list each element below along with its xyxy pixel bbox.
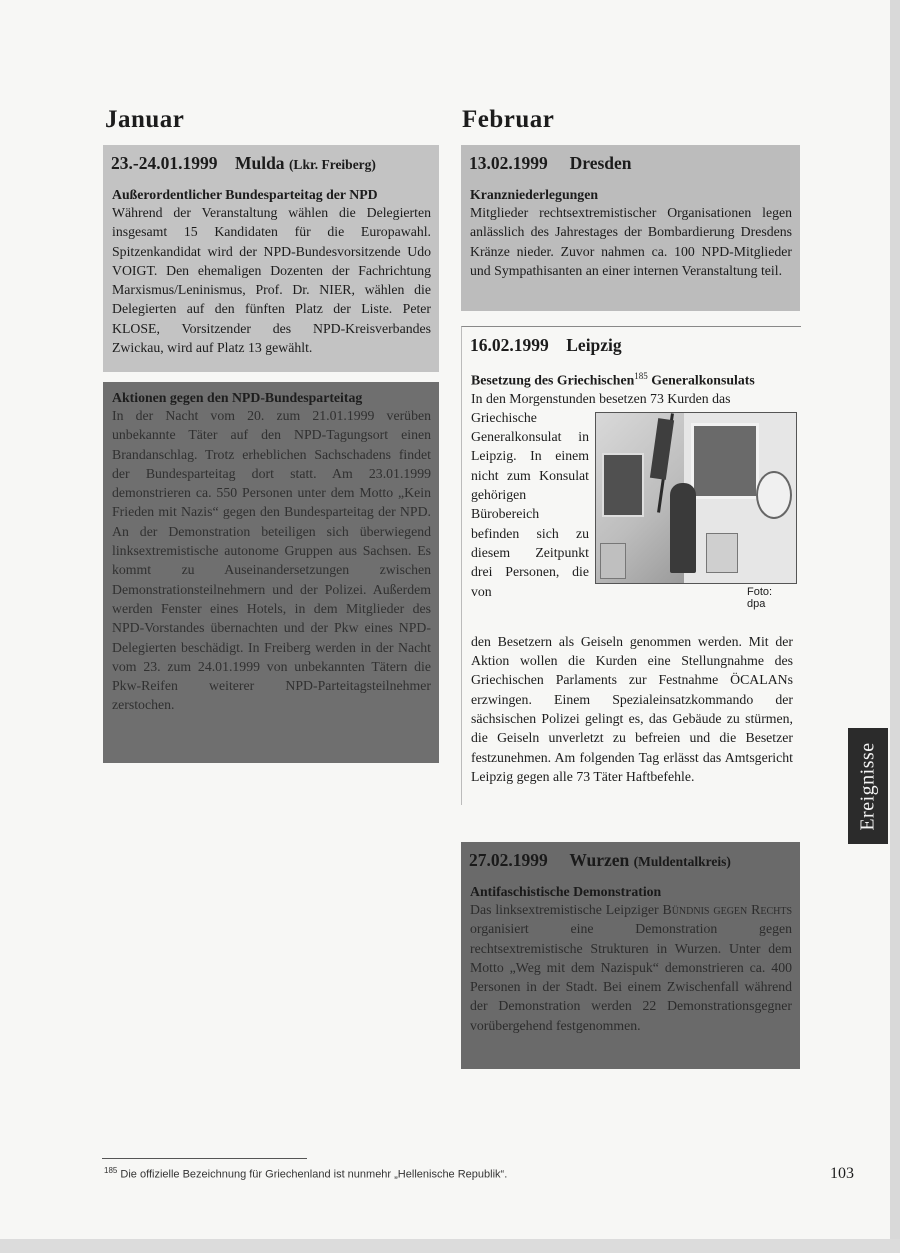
event-box-aktionen — [103, 382, 439, 763]
event-header — [461, 842, 800, 872]
event-box-dresden — [461, 145, 800, 311]
event-title: Außerordentlicher Bundesparteitag der NPD — [112, 187, 378, 202]
event-text: In der Nacht vom 20. zum 21.01.1999 verüben unbekannte Täter auf den NPD-Tagungsort einen Brandanschlag. Trotz erheblichen Sachschadens findet der Bundesparteitag dort statt. Am 23.01.1999 demonstrieren ca. 550 Personen unter dem Motto „Kein Frieden mit Nazis“ gegen den Bundesparteitag der NPD. An der Demonstration beteiligen sich überwiegend linksextremistische autonome Gruppen aus Sachsen. Es kommt zu Auseinandersetzungen zwischen Demonstrationsteilnehmern und der Polizei. Außerdem werden Fenster eines Hotels, in dem Mitglieder des NPD-Vorstandes übernachten und der Pkw eines NPD-Delegierten beschädigt. In Freiberg werden in der Nacht vom 23. zum 24.01.1999 von unbekannten Tätern die Pkw-Reifen weiterer NPD-Parteitagsteilnehmer zerstochen. — [112, 408, 431, 713]
event-date: 16.02.1999 — [470, 335, 549, 355]
event-title: Antifaschistische Demonstration — [470, 884, 662, 899]
event-text: Mitglieder rechtsextremistischer Organisationen legen anlässlich des Jahrestages der Bombardierung Dresdens Kränze nieder. Zuvor nahmen ca. 100 NPD-Mitglieder und Sympathisanten an einer internen Veranstaltung teil. — [470, 205, 792, 278]
footnote — [104, 1166, 507, 1181]
event-text: den Besetzern als Geiseln genommen werden. Mit der Aktion wollen die Kurden eine Stellungnahme des Griechischen Parlaments zur Festnahme ÖCALANs erzwingen. Einem Spezialeinsatzkommando der sächsischen Polizei gelingt es, das Gebäude zu stürmen, die Geiseln unverletzt zu befreien und die Besetzer festzunehmen. Am folgenden Tag erlässt das Amtsgericht Leipzig gegen alle 73 Täter Haftbefehle. — [471, 633, 793, 784]
event-title: Aktionen gegen den NPD-Bundesparteitag — [112, 390, 363, 405]
footnote-ref[interactable]: 185 — [634, 371, 648, 381]
event-location-detail: (Lkr. Freiberg) — [288, 157, 376, 172]
event-box-leipzig — [461, 326, 801, 805]
event-location: Leipzig — [566, 335, 622, 355]
event-location-detail: (Muldentalkreis) — [633, 854, 731, 869]
event-location: Mulda — [234, 153, 285, 173]
event-title-part1: Besetzung des Griechischen — [471, 372, 635, 388]
event-text-part1: Das linksextremistische Leipziger — [470, 902, 659, 917]
footnote-divider — [102, 1158, 307, 1159]
event-text — [470, 900, 792, 1035]
event-header — [462, 327, 801, 357]
page-number: 103 — [830, 1165, 854, 1182]
alliance-name: Bündnis gegen Rechts — [662, 902, 793, 917]
event-box-wurzen — [461, 842, 800, 1069]
month-heading-februar: Februar — [462, 106, 555, 133]
event-location: Wurzen — [569, 850, 630, 870]
event-title: Kranzniederlegungen — [470, 187, 598, 202]
event-location: Dresden — [569, 153, 632, 173]
month-heading-januar: Januar — [105, 106, 185, 133]
event-intro-line: In den Morgenstunden besetzen 73 Kurden das — [471, 390, 731, 406]
event-text: Während der Veranstaltung wählen die Delegierten insgesamt 15 Kandidaten für die Europawahl. Spitzenkandidat wird der NPD-Bundesvorsitzende Udo VOIGT. Den ehemaligen Dozenten der Fachrichtung Marxismus/Leninismus, Prof. Dr. NIER, wählen die Delegierten auf den fünften Platz der Liste. Peter KLOSE, Vorsitzender des NPD-Kreisverbandes Zwickau, wird auf Platz 13 gewählt. — [112, 205, 431, 356]
news-photo — [595, 412, 797, 584]
footnote-text: Die offizielle Bezeichnung für Griechenland ist nunmehr „Hellenische Republik“. — [120, 1168, 508, 1181]
event-title-part2: Generalkonsulats — [651, 372, 755, 388]
page-edge-right — [890, 0, 900, 1253]
event-title — [471, 371, 793, 389]
event-date: 27.02.1999 — [469, 850, 548, 870]
page-edge-bottom — [0, 1239, 900, 1253]
event-box-mulda — [103, 145, 439, 372]
photo-text-block — [471, 408, 793, 632]
photo-credit: Foto: dpa — [747, 585, 773, 610]
event-date: 23.-24.01.1999 — [111, 153, 218, 173]
section-tab-ereignisse[interactable] — [848, 728, 888, 844]
section-tab-label: Ereignisse — [856, 741, 879, 831]
event-header — [103, 145, 439, 175]
event-header — [461, 145, 800, 175]
event-date: 13.02.1999 — [469, 153, 548, 173]
footnote-number: 185 — [104, 1166, 118, 1175]
event-narrow-text: Griechische Generalkonsulat in Leipzig. In einem nicht zum Konsulat gehörigen Bürobereich befinden sich zu diesem Zeitpunkt drei Personen, die von — [471, 409, 589, 599]
event-text-part2: organisiert eine Demonstration gegen rechtsextremistische Strukturen in Wurzen. Unter dem Motto „Weg mit dem Nazispuk“ demonstrieren ca. 400 Personen in der Stadt. Bei einem Zwischenfall während der Demonstration werden 22 Demonstrationsgegner vorübergehend festgenommen. — [470, 921, 792, 1033]
